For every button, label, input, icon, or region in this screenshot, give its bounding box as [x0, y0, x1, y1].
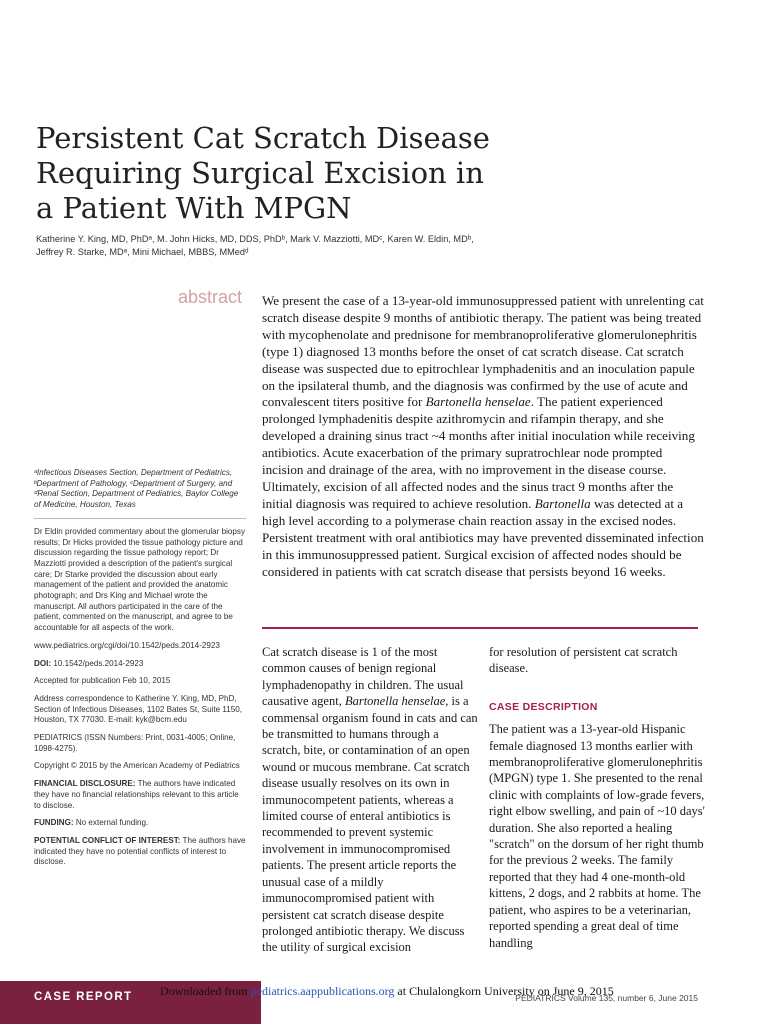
intro-text-1: Cat scratch disease is 1 of the most common causes of benign regional lymphadenopathy in children. The usual causative agent,: [262, 645, 464, 709]
article-title: Persistent Cat Scratch Disease Requiring Surgical Excision in a Patient With MPGN: [36, 121, 490, 225]
affiliation-3: ᵈRenal Section, Department of Pediatrics, Baylor College of Medicine, Houston, Texas: [34, 489, 239, 510]
download-suffix: at Chulalongkorn University on June 9, 2015: [394, 984, 614, 998]
section-label: CASE REPORT: [34, 991, 133, 1003]
case-description-paragraph: The patient was a 13-year-old Hispanic female diagnosed 13 months earlier with membranoproliferative glomerulonephritis (MPGN) type 1. She presented to the renal clinic with complaints of low-grade fevers, right elbow swelling, and pain of ~10 days' duration. She also reported a healing "scratch" on the dorsum of her right thumb for the previous 2 weeks. The family reported that they had 4 one-month-old kittens, 2 dogs, and 2 rabbits at home. The patient, who aspires to be a veterinarian, reported spending a great deal of time handling: [489, 722, 705, 950]
download-prefix: Downloaded from: [160, 984, 251, 998]
abstract-species-1: Bartonella henselae: [425, 394, 531, 410]
journal-citation: PEDIATRICS Volume 135, number 6, June 2015: [515, 993, 698, 1003]
body-column-1: [262, 644, 480, 956]
issn: PEDIATRICS (ISSN Numbers: Print, 0031-4005; Online, 1098-4275).: [34, 733, 236, 753]
authors-line-2: Jeffrey R. Starke, MDᵃ, Mini Michael, MBBS, MMedᵈ: [36, 247, 249, 257]
doi: [34, 659, 246, 670]
article-url[interactable]: www.pediatrics.org/cgi/doi/10.1542/peds.2014-2923: [34, 640, 220, 650]
abstract-text-1: We present the case of a 13-year-old immunosuppressed patient with unrelenting cat scratch disease despite 9 months of antibiotic therapy. The patient was being treated with mycophenolate and prednisone for membranoproliferative glomerulonephritis (type 1) diagnosed 13 months before the onset of cat scratch disease. Cat scratch disease was suspected due to epitrochlear lymphadenitis and an inoculation papule on the ipsilateral thumb, and the diagnosis was confirmed by the use of acute and convalescent titers positive for: [262, 293, 704, 410]
funding-label: FUNDING:: [34, 818, 74, 828]
intro-paragraph: [262, 644, 480, 956]
download-link[interactable]: pediatrics.aappublications.org: [250, 984, 395, 998]
abstract-text-3: was detected at a high level according to a polymerase chain reaction assay in the excised nodes. Persistent treatment with oral antibiotics may have prevented disseminated infection in this immunosuppressed patient. Surgical excision of affected nodes should be considered in patients with cat scratch disease that persists beyond 16 weeks.: [262, 495, 704, 579]
conflict-of-interest: [34, 836, 246, 868]
authors-line-1: Katherine Y. King, MD, PhDᵃ, M. John Hicks, MD, DDS, PhDᵇ, Mark V. Mazziotti, MDᶜ, Karen W. Eldin, MDᵇ,: [36, 234, 474, 244]
intro-continuation: for resolution of persistent cat scratch disease.: [489, 645, 678, 676]
copyright: Copyright © 2015 by the American Academy of Pediatrics: [34, 761, 240, 771]
abstract-label: abstract: [177, 287, 242, 307]
body-column-2: [489, 644, 705, 951]
financial-disclosure-text: The authors have indicated they have no financial relationships relevant to this article to disclose.: [34, 779, 239, 810]
abstract-text-2: . The patient experienced prolonged lymphadenitis despite azithromycin and rifampin therapy, and she developed a draining sinus tract ~4 months after initial inoculation while receiving antibiotics. Acute exacerbation of the primary supratrochlear node prompted incision and drainage of the area, with no improvement in the disease course. Ultimately, excision of all affected nodes and the sinus tract 9 months after the initial diagnosis was required to achieve resolution.: [262, 394, 695, 511]
case-description-heading: CASE DESCRIPTION: [489, 700, 598, 713]
affiliations: [34, 468, 246, 511]
correspondence: Address correspondence to Katherine Y. King, MD, PhD, Section of Infectious Diseases, 1102 Bates St, Suite 1150, Houston, TX 77030. E-mail: kyk@bcm.edu: [34, 693, 243, 725]
abstract-divider: [262, 627, 698, 629]
abstract-body: [262, 293, 706, 580]
doi-value: 10.1542/peds.2014-2923: [51, 658, 144, 668]
affiliation-2: ᵇDepartment of Pathology, ᶜDepartment of Surgery, and: [34, 478, 233, 488]
financial-disclosure-label: FINANCIAL DISCLOSURE:: [34, 779, 136, 789]
article-sidebar: [34, 468, 246, 875]
affiliation-1: ᵃInfectious Diseases Section, Department of Pediatrics,: [34, 468, 233, 477]
sidebar-divider: [34, 518, 246, 519]
financial-disclosure: [34, 779, 246, 811]
accepted-date: Accepted for publication Feb 10, 2015: [34, 676, 171, 686]
conflict-of-interest-label: POTENTIAL CONFLICT OF INTEREST:: [34, 835, 181, 845]
abstract-genus: Bartonella: [534, 495, 591, 511]
intro-species: Bartonella henselae: [344, 694, 446, 709]
conflict-of-interest-text: The authors have indicated they have no potential conflicts of interest to disclose.: [34, 835, 246, 867]
funding-text: No external funding.: [73, 818, 149, 828]
author-list: [36, 233, 506, 259]
doi-label: DOI:: [34, 658, 52, 668]
contributions: Dr Eldin provided commentary about the glomerular biopsy results; Dr Hicks provided the tissue pathology picture and discussion regarding the tissue pathology report; Dr Mazziotti provided a description of the patient's surgical care; Dr Starke provided the discussion about early management of the patient and provided the anatomic photograph; and Drs King and Michael wrote the manuscript. All authors participated in the care of the patient, commented on the manuscript, and agree to be accountable for all aspects of the work.: [34, 526, 245, 633]
funding: [34, 818, 246, 829]
intro-text-2: , is a commensal organism found in cats and can be transmitted to humans through a scratch, bite, or contamination of an open wound or mucous membrane. Cat scratch disease usually resolves on its own in immunocompetent patients, whereas a limited course of enteral antibiotics is recommended to prevent systemic involvement in immunocompromised patients. The present article reports the unusual case of a mildly immunocompromised patient with persistent cat scratch disease despite prolonged antibiotic therapy. We discuss the utility of surgical excision: [262, 694, 478, 955]
